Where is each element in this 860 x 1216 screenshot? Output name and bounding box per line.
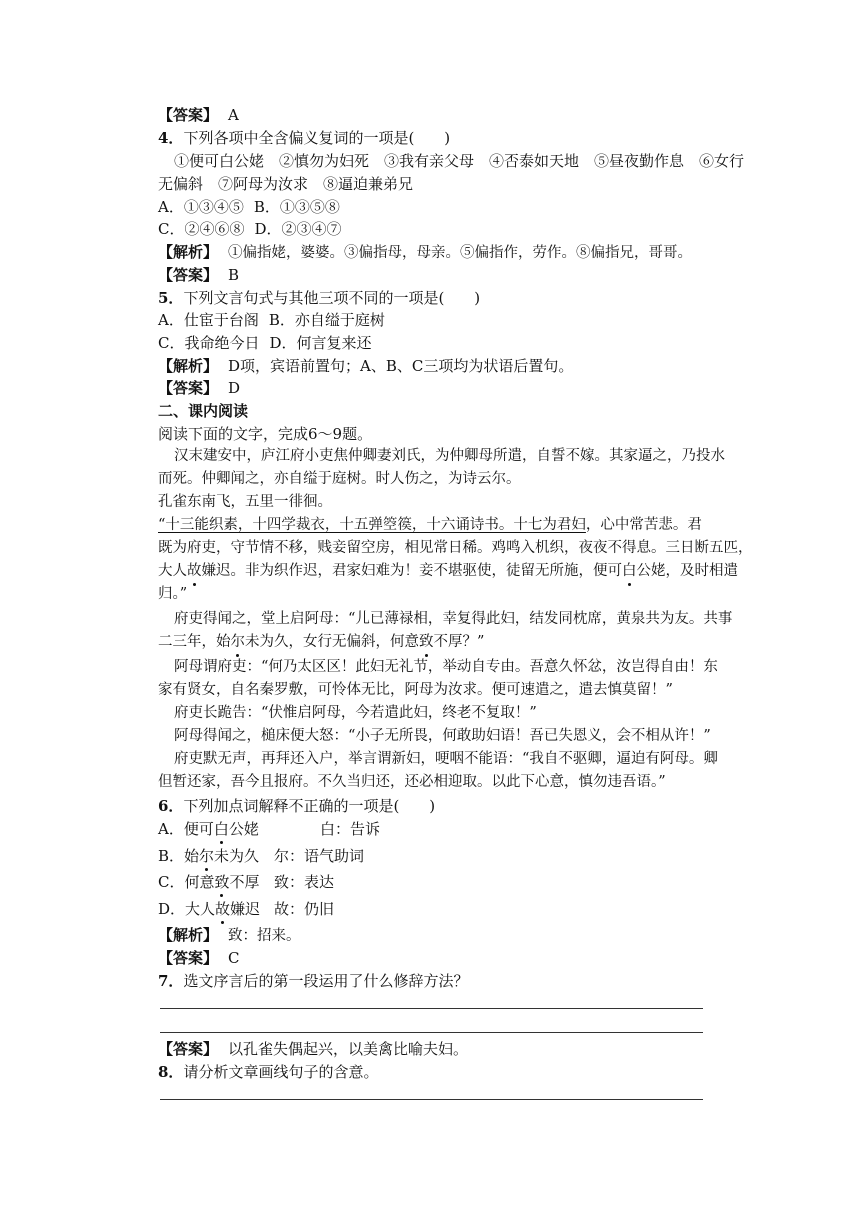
q6-option-b bbox=[158, 846, 365, 866]
question-number: 4． bbox=[158, 129, 184, 147]
dotted-word: 尔 bbox=[199, 847, 215, 865]
passage-p4-line2 bbox=[158, 632, 484, 652]
q7-stem-line bbox=[158, 971, 468, 991]
q3-answer-line bbox=[158, 105, 239, 125]
dotted-word: 致 bbox=[419, 634, 434, 650]
q4-items-line1: ①便可白公姥 ②慎勿为妇死 ③我有亲父母 ④否泰如天地 ⑤昼夜勤作息 ⑥女行 bbox=[174, 152, 745, 170]
option-explanation: 白：告诉 bbox=[320, 820, 381, 838]
answer-label: 【答案】 bbox=[158, 379, 219, 397]
q4-items-line2: 无偏斜 ⑦阿母为汝求 ⑧逼迫兼弟兄 bbox=[158, 175, 414, 193]
dotted-word: 故 bbox=[215, 900, 231, 918]
answer-text: 以孔雀失偶起兴，以美禽比喻夫妇。 bbox=[228, 1040, 469, 1058]
q6-option-a bbox=[158, 819, 381, 839]
q5-answer-line bbox=[158, 378, 240, 398]
option-b: B．亦自缢于庭树 bbox=[268, 311, 385, 329]
analysis-label: 【解析】 bbox=[158, 243, 219, 261]
passage-p4-line1: 府吏得闻之，堂上启阿母：“儿已薄禄相，幸复得此妇，结发同枕席，黄泉共为友。共事 bbox=[174, 611, 733, 627]
answer-value: C bbox=[228, 949, 240, 967]
question-stem: 请分析文章画线句子的含意。 bbox=[183, 1063, 379, 1081]
answer-value: B bbox=[228, 266, 240, 284]
question-stem: 下列各项中全含偏义复词的一项是( ) bbox=[183, 129, 451, 147]
passage-p2: 孔雀东南飞，五里一徘徊。 bbox=[158, 494, 332, 510]
q4-answer-line bbox=[158, 265, 239, 285]
answer-label: 【答案】 bbox=[158, 266, 219, 284]
option-explanation: 故：仍旧 bbox=[274, 900, 335, 918]
analysis-text: D项，宾语前置句；A、B、C三项均为状语后置句。 bbox=[228, 357, 574, 375]
answer-value: A bbox=[228, 106, 239, 124]
analysis-text: ①偏指姥，婆婆。③偏指母，母亲。⑤偏指作，劳作。⑧偏指兄，哥哥。 bbox=[228, 245, 693, 261]
passage-p5-line1: 阿母谓府吏：“何乃太区区！此妇无礼节，举动自专由。吾意久怀忿，汝岂得自由！东 bbox=[174, 659, 718, 675]
underlined-sentence: “十三能织素，十四学裁衣，十五弹箜篌，十六诵诗书。十七为君妇 bbox=[158, 517, 586, 533]
option-explanation: 致：表达 bbox=[274, 873, 335, 891]
option-c: C．②④⑥⑧ bbox=[158, 220, 245, 238]
answer-label: 【答案】 bbox=[158, 1040, 219, 1058]
passage-text: 未为久，女行无偏斜，何意 bbox=[245, 634, 419, 650]
answer-label: 【答案】 bbox=[158, 949, 219, 967]
q6-analysis-line bbox=[158, 925, 301, 946]
analysis-label: 【解析】 bbox=[158, 357, 219, 375]
passage-text: 大人 bbox=[158, 563, 187, 579]
passage-text: 不厚？” bbox=[433, 634, 485, 650]
q7-answer-line bbox=[158, 1039, 468, 1059]
section-intro: 阅读下面的文字，完成6～9题。 bbox=[158, 425, 373, 443]
passage-p8-line2: 但暂还家，吾今且报府。不久当归还，还必相迎取。以此下心意，慎勿违吾语。” bbox=[158, 774, 666, 790]
q8-stem-line bbox=[158, 1062, 378, 1082]
passage-p1-line1: 汉末建安中，庐江府小吏焦仲卿妻刘氏，为仲卿母所遣，自誓不嫁。其家逼之，乃投水 bbox=[174, 448, 725, 464]
answer-value: D bbox=[228, 379, 241, 397]
option-a: A．①③④⑤ bbox=[158, 198, 244, 216]
option-text: 嫌迟 bbox=[230, 900, 261, 918]
dotted-word: 致 bbox=[214, 873, 230, 891]
passage-p3-line2: 既为府吏，守节情不移，贱妾留空房，相见常日稀。鸡鸣入机织，夜夜不得息。三日断五匹， bbox=[158, 540, 753, 556]
question-number: 7． bbox=[158, 972, 184, 990]
passage-p7: 阿母得闻之，槌床便大怒：“小子无所畏，何敢助妇语！吾已失恩义，会不相从许！” bbox=[174, 728, 711, 744]
analysis-label: 【解析】 bbox=[158, 926, 219, 944]
question-stem: 选文序言后的第一段运用了什么修辞方法？ bbox=[183, 972, 469, 990]
question-number: 8． bbox=[158, 1063, 184, 1081]
section-heading: 二、课内阅读 bbox=[158, 402, 249, 420]
q5-stem-line bbox=[158, 288, 480, 308]
passage-text: 公姥，及时相遣 bbox=[636, 563, 738, 579]
answer-blank-line bbox=[160, 1008, 703, 1009]
passage-p5-line2: 家有贤女，自名秦罗敷，可怜体无比，阿母为汝求。便可速遣之，遣去慎莫留！” bbox=[158, 682, 673, 698]
passage-text: 二三年，始 bbox=[158, 634, 231, 650]
option-text: A．便可 bbox=[158, 820, 214, 838]
option-text: 公姥 bbox=[228, 820, 259, 838]
option-b: B．①③⑤⑧ bbox=[253, 198, 340, 216]
option-c: C．我命绝今日 bbox=[158, 334, 260, 352]
question-number: 6． bbox=[158, 797, 184, 815]
passage-p1-line2: 而死。仲卿闻之，亦自缢于庭树。时人伤之，为诗云尔。 bbox=[158, 471, 521, 487]
analysis-text: 致：招来。 bbox=[228, 928, 301, 944]
option-d: D．②③④⑦ bbox=[254, 220, 342, 238]
q5-options-ab bbox=[158, 310, 385, 330]
q5-options-cd bbox=[158, 333, 372, 353]
q6-option-c bbox=[158, 872, 335, 892]
q4-options-ab bbox=[158, 197, 340, 217]
q4-analysis-line bbox=[158, 242, 692, 263]
dotted-word: 白 bbox=[213, 820, 229, 838]
option-text: C．何意 bbox=[158, 873, 215, 891]
question-number: 5． bbox=[158, 289, 184, 307]
q6-answer-line bbox=[158, 948, 240, 968]
answer-blank-line bbox=[160, 1032, 703, 1033]
answer-blank-line bbox=[160, 1099, 703, 1100]
option-text: D．大人 bbox=[158, 900, 216, 918]
option-a: A．仕宦于台阁 bbox=[158, 311, 259, 329]
passage-text: 嫌迟。非为织作迟，君家妇难为！妾不堪驱使，徒留无所施，便可 bbox=[201, 563, 622, 579]
passage-p3-line1 bbox=[158, 515, 702, 535]
passage-p3-line3 bbox=[158, 561, 738, 581]
option-text: 不厚 bbox=[229, 873, 260, 891]
question-stem: 下列文言句式与其他三项不同的一项是( ) bbox=[183, 289, 481, 307]
passage-p3-line4: 归。” bbox=[158, 586, 188, 602]
dotted-word: 故 bbox=[187, 563, 202, 579]
passage-p6: 府吏长跪告：“伏惟启阿母，今若遣此妇，终老不复取！” bbox=[174, 705, 537, 721]
option-text: 未为久 bbox=[214, 847, 260, 865]
q6-option-d bbox=[158, 899, 335, 919]
passage-text: ，心中常苦悲。君 bbox=[585, 517, 702, 533]
option-text: B．始 bbox=[158, 847, 200, 865]
option-explanation: 尔：语气助词 bbox=[274, 847, 365, 865]
dotted-word: 尔 bbox=[230, 634, 245, 650]
q5-analysis-line bbox=[158, 356, 573, 376]
question-stem: 下列加点词解释不正确的一项是( ) bbox=[183, 797, 436, 815]
option-d: D．何言复来还 bbox=[269, 334, 372, 352]
q4-stem-line bbox=[158, 128, 450, 148]
q4-options-cd bbox=[158, 219, 342, 239]
q6-stem-line bbox=[158, 796, 435, 816]
dotted-word: 白 bbox=[622, 563, 637, 579]
passage-p8-line1: 府吏默无声，再拜还入户，举言谓新妇，哽咽不能语：“我自不驱卿，逼迫有阿母。卿 bbox=[174, 751, 718, 767]
answer-label: 【答案】 bbox=[158, 106, 219, 124]
